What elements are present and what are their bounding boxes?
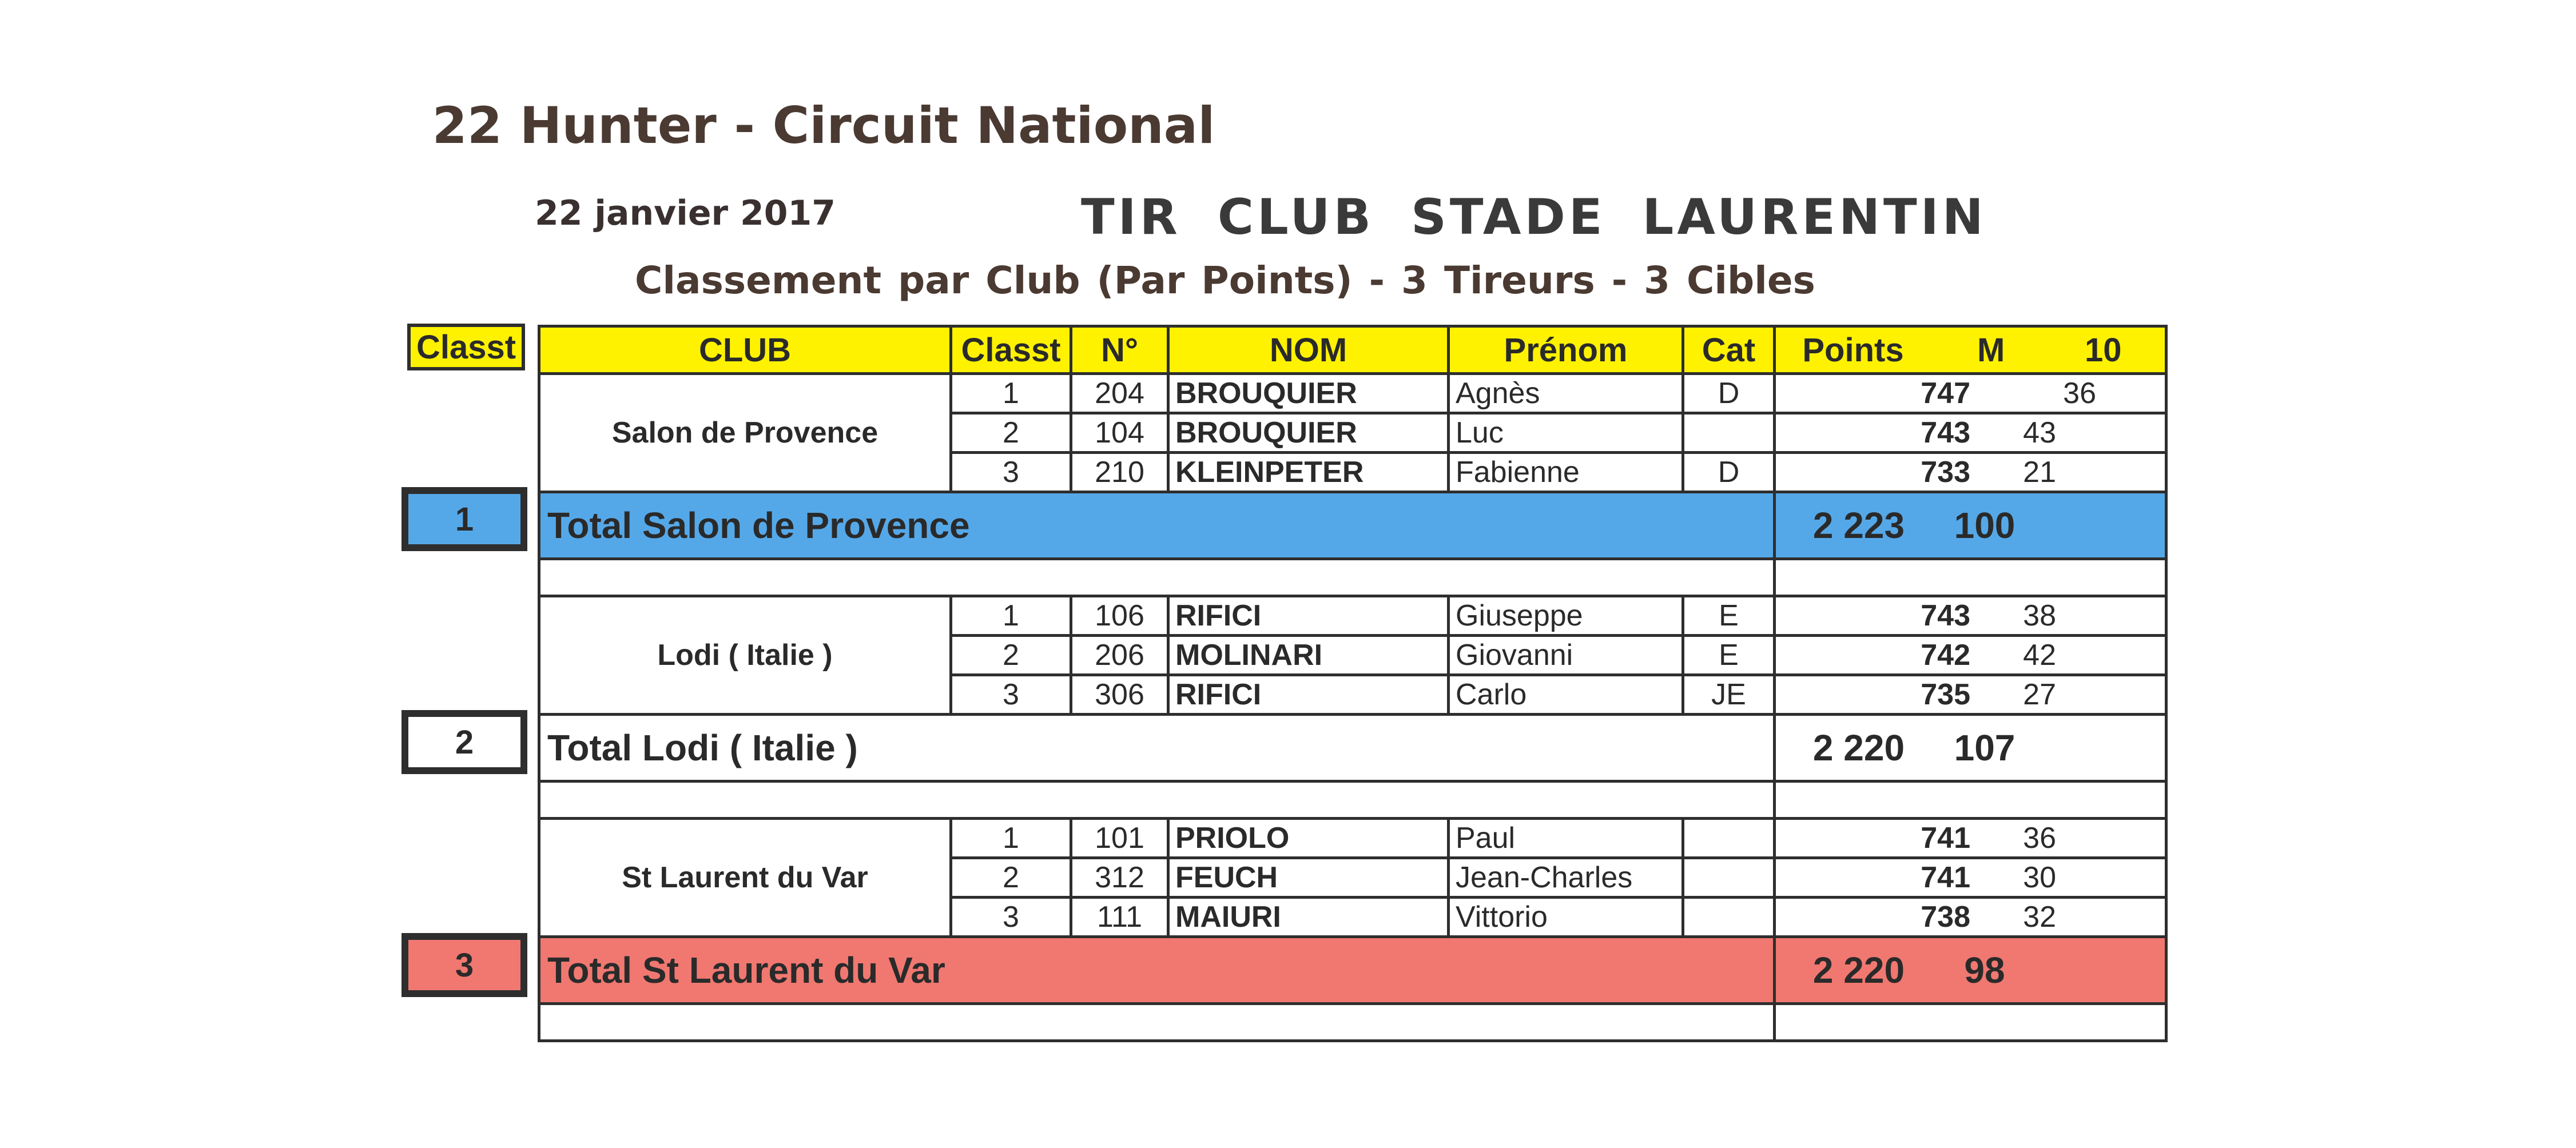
spacer-row [539,1004,2166,1041]
shooter-m: 42 [2023,639,2056,672]
table-row [539,374,2166,413]
club-name: Salon de Provence [539,374,951,492]
club-total-m: 100 [1954,505,2016,546]
shooter-cat: E [1683,596,1775,636]
club-total-row [539,937,2166,1004]
shooter-score [1775,675,2166,715]
table-row [539,596,2166,636]
shooter-nom: FEUCH [1168,858,1449,898]
shooter-points: 733 [1921,456,1970,489]
spacer-row [539,782,2166,819]
shooter-num: 204 [1071,374,1168,413]
shooter-prenom: Carlo [1449,675,1683,715]
shooter-rank: 2 [951,413,1071,453]
shooter-cat [1683,819,1775,858]
col-m: M [1977,331,2005,369]
shooter-points: 747 [1921,377,1970,410]
col-cat: Cat [1683,326,1775,374]
shooter-score [1775,636,2166,675]
shooter-num: 111 [1071,898,1168,937]
shooter-cat: E [1683,636,1775,675]
shooter-score [1775,413,2166,453]
col-points: Points [1802,331,1904,369]
shooter-score [1775,819,2166,858]
shooter-m: 30 [2023,861,2056,894]
shooter-score [1775,453,2166,492]
club-total-row [539,492,2166,559]
shooter-points: 741 [1921,861,1970,894]
club-total-score [1775,715,2166,782]
shooter-prenom: Giuseppe [1449,596,1683,636]
document-title: 22 Hunter - Circuit National [432,96,1215,155]
club-name: Lodi ( Italie ) [539,596,951,715]
shooter-nom: MOLINARI [1168,636,1449,675]
shooter-nom: BROUQUIER [1168,374,1449,413]
shooter-cat [1683,413,1775,453]
shooter-score [1775,858,2166,898]
rank-box-1: 1 [401,487,527,551]
shooter-rank: 1 [951,374,1071,413]
club-total-score [1775,492,2166,559]
shooter-cat: D [1683,374,1775,413]
shooter-score [1775,898,2166,937]
shooter-points: 738 [1921,900,1970,934]
shooter-m: 36 [2063,377,2096,410]
shooter-num: 312 [1071,858,1168,898]
shooter-m: 27 [2023,678,2056,711]
shooter-score [1775,374,2166,413]
shooter-rank: 3 [951,453,1071,492]
host-club: TIR CLUB STADE LAURENTIN [1081,189,1987,246]
shooter-rank: 2 [951,858,1071,898]
shooter-prenom: Fabienne [1449,453,1683,492]
shooter-rank: 1 [951,819,1071,858]
event-date: 22 janvier 2017 [535,193,836,233]
shooter-num: 206 [1071,636,1168,675]
club-total-points: 2 220 [1812,727,1905,768]
shooter-points: 743 [1921,416,1970,449]
shooter-num: 210 [1071,453,1168,492]
shooter-cat: JE [1683,675,1775,715]
shooter-rank: 3 [951,675,1071,715]
col-club: CLUB [539,326,951,374]
shooter-nom: RIFICI [1168,675,1449,715]
shooter-m: 32 [2023,900,2056,934]
club-total-label: Total St Laurent du Var [539,937,1775,1004]
shooter-nom: MAIURI [1168,898,1449,937]
shooter-m: 21 [2023,456,2056,489]
col-10: 10 [2084,331,2122,369]
shooter-num: 106 [1071,596,1168,636]
shooter-prenom: Vittorio [1449,898,1683,937]
shooter-cat: D [1683,453,1775,492]
rank-box-2: 2 [401,710,527,774]
ranking-subtitle: Classement par Club (Par Points) - 3 Tireurs - 3 Cibles [635,258,1815,302]
shooter-m: 38 [2023,599,2056,632]
col-num: N° [1071,326,1168,374]
col-prenom: Prénom [1449,326,1683,374]
shooter-num: 101 [1071,819,1168,858]
club-total-score [1775,937,2166,1004]
club-total-row [539,715,2166,782]
shooter-prenom: Paul [1449,819,1683,858]
club-total-points: 2 220 [1812,950,1905,991]
shooter-prenom: Giovanni [1449,636,1683,675]
shooter-prenom: Agnès [1449,374,1683,413]
shooter-num: 104 [1071,413,1168,453]
club-ranking-table [538,325,2168,1042]
table-header-row [539,326,2166,374]
shooter-points: 741 [1921,822,1970,855]
club-total-label: Total Salon de Provence [539,492,1775,559]
shooter-points: 735 [1921,678,1970,711]
shooter-points: 743 [1921,599,1970,632]
shooter-num: 306 [1071,675,1168,715]
shooter-prenom: Jean-Charles [1449,858,1683,898]
shooter-cat [1683,858,1775,898]
shooter-m: 43 [2023,416,2056,449]
shooter-nom: RIFICI [1168,596,1449,636]
spacer-row [539,559,2166,596]
col-classt: Classt [951,326,1071,374]
shooter-score [1775,596,2166,636]
shooter-rank: 3 [951,898,1071,937]
shooter-nom: KLEINPETER [1168,453,1449,492]
club-total-m: 107 [1954,727,2016,768]
club-name: St Laurent du Var [539,819,951,937]
shooter-m: 36 [2023,822,2056,855]
shooter-prenom: Luc [1449,413,1683,453]
rank-box-3: 3 [401,933,527,997]
col-points-m-10 [1775,326,2166,374]
shooter-rank: 1 [951,596,1071,636]
shooter-nom: PRIOLO [1168,819,1449,858]
rank-column-header: Classt [407,324,525,370]
shooter-nom: BROUQUIER [1168,413,1449,453]
club-total-label: Total Lodi ( Italie ) [539,715,1775,782]
shooter-points: 742 [1921,639,1970,672]
club-total-m: 98 [1964,950,2005,991]
shooter-cat [1683,898,1775,937]
shooter-rank: 2 [951,636,1071,675]
club-total-points: 2 223 [1812,505,1905,546]
table-row [539,819,2166,858]
col-nom: NOM [1168,326,1449,374]
